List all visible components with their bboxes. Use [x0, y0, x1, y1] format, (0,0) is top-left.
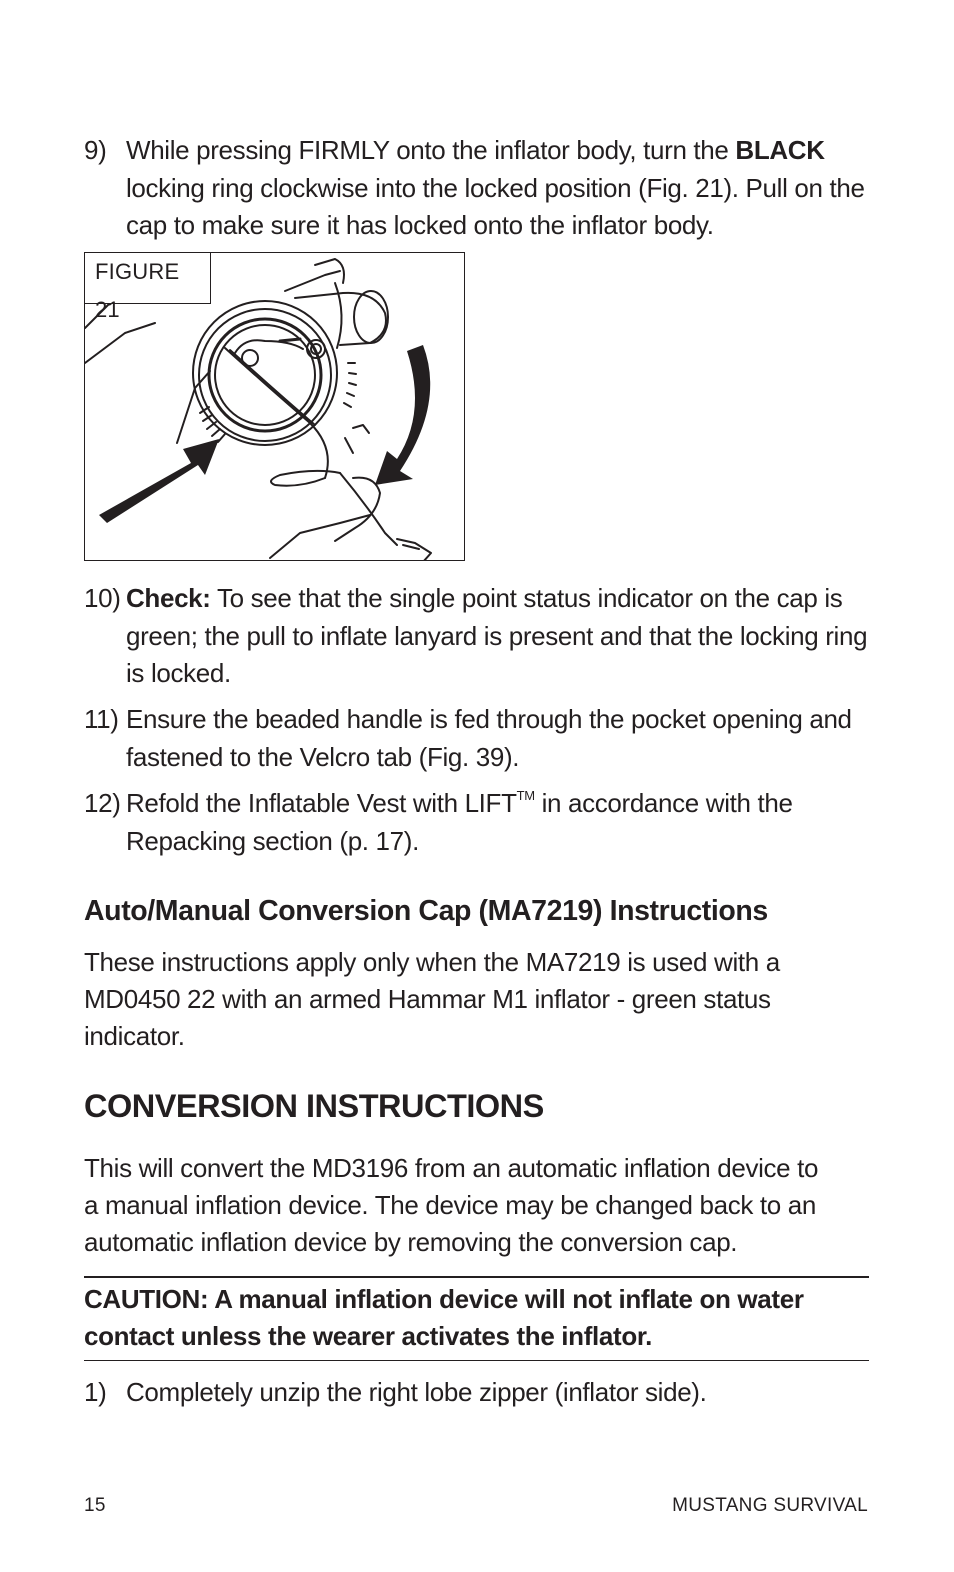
caution-box — [84, 1276, 869, 1361]
figure-21 — [84, 252, 465, 561]
step-text: Ensure the beaded handle is fed through the pocket opening and fastened to the Velcro tab (Fig. 39). — [126, 704, 852, 772]
caution-text: CAUTION: A manual inflation device will not inflate on water contact unless the wearer activates the inflator. — [84, 1284, 804, 1351]
page-number: 15 — [84, 1495, 106, 1516]
trademark-mark: TM — [516, 788, 535, 804]
auto-manual-paragraph: These instructions apply only when the MA7219 is used with a MD0450 22 with an armed Hammar M1 inflator - green status indicator. — [84, 947, 780, 1051]
step-number: 11) — [84, 704, 119, 734]
step-number: 9) — [84, 135, 107, 165]
step-10 — [84, 580, 869, 693]
emphasis-check: Check: — [126, 583, 211, 613]
step-text: While pressing FIRMLY onto the inflator body, turn the BLACK locking ring clockwise into the locked position (Fig. 21). Pull on the cap to make sure it has locked onto the inflator body. — [126, 135, 865, 240]
conversion-paragraph: This will convert the MD3196 from an automatic inflation device to a manual inflation device. The device may be changed back to an automatic inflation device by removing the conversion cap. — [84, 1153, 819, 1257]
step-11 — [84, 701, 869, 776]
step-9 — [84, 132, 869, 245]
step-text: Check: To see that the single point status indicator on the cap is green; the pull to inflate lanyard is present and that the locking ring is locked. — [126, 583, 868, 688]
footer-brand: MUSTANG SURVIVAL — [672, 1495, 868, 1516]
section-heading-conversion: CONVERSION INSTRUCTIONS — [84, 1088, 544, 1124]
step-text: Completely unzip the right lobe zipper (inflator side). — [126, 1377, 707, 1407]
step-1 — [84, 1374, 869, 1412]
step-12 — [84, 785, 869, 860]
section-heading-auto-manual: Auto/Manual Conversion Cap (MA7219) Instructions — [84, 895, 768, 927]
emphasis-black: BLACK — [735, 135, 825, 165]
step-number: 10) — [84, 583, 121, 613]
step-number: 12) — [84, 788, 121, 818]
step-text: Refold the Inflatable Vest with LIFT™ in accordance with the Repacking section (p. 17). — [126, 788, 793, 856]
step-number: 1) — [84, 1377, 107, 1407]
figure-label: FIGURE 21 — [84, 252, 211, 304]
